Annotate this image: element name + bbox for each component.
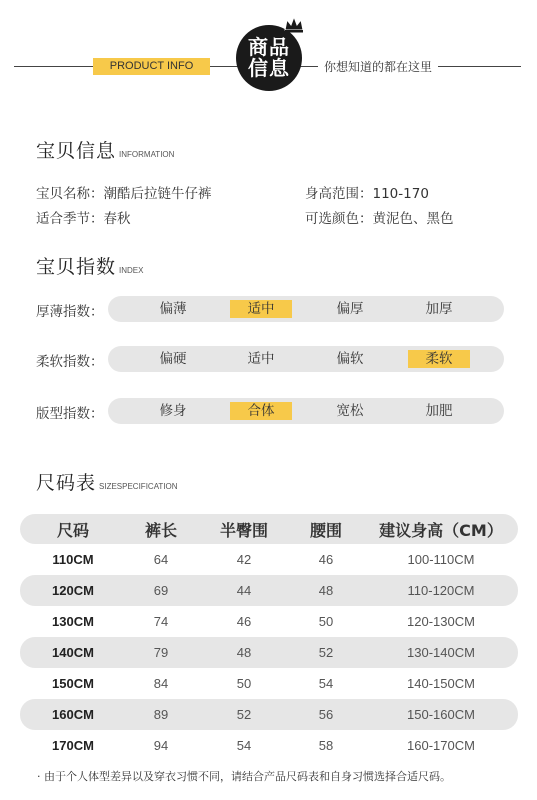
table-size-cell: 140CM [52, 645, 94, 660]
table-row [20, 544, 518, 575]
info-value: 黄泥色、黑色 [372, 211, 454, 227]
table-cell: 52 [236, 707, 252, 722]
table-size-cell: 110CM [52, 552, 94, 567]
section-title-info [36, 136, 174, 163]
table-cell: 160-170CM [407, 738, 475, 753]
badge-line-2: 信息 [248, 56, 290, 80]
table-cell: 100-110CM [407, 552, 475, 567]
table-cell: 52 [318, 645, 334, 660]
header-subtitle: 你想知道的都在这里 [318, 58, 438, 75]
table-cell: 48 [318, 583, 334, 598]
info-value: 春秋 [103, 211, 131, 227]
index-option-selected: 适中 [230, 300, 292, 318]
section-title-en: INDEX [119, 266, 144, 275]
info-label: 宝贝名称： [36, 186, 104, 202]
table-cell: 48 [236, 645, 252, 660]
table-cell: 64 [153, 552, 169, 567]
table-cell: 54 [318, 676, 334, 691]
index-option: 偏软 [336, 351, 364, 367]
table-row [20, 730, 518, 761]
index-option-selected: 合体 [230, 402, 292, 420]
table-cell: 50 [236, 676, 252, 691]
index-option: 加厚 [425, 301, 453, 317]
table-cell: 44 [236, 583, 252, 598]
info-height-range [305, 182, 429, 202]
index-option: 偏薄 [159, 301, 187, 317]
table-size-cell: 160CM [52, 707, 94, 722]
badge-line-1: 商品 [248, 35, 290, 59]
table-header-cell: 尺码 [56, 520, 90, 540]
index-option: 修身 [159, 403, 187, 419]
section-title-size [36, 468, 178, 495]
table-cell: 140-150CM [407, 676, 475, 691]
size-note: · 由于个人体型差异以及穿衣习惯不同，请结合产品尺码表和自身习惯选择合适尺码。 [37, 770, 451, 783]
table-cell: 150-160CM [407, 707, 475, 722]
table-row [20, 575, 518, 606]
info-label: 可选颜色： [305, 211, 373, 227]
section-title-cn: 宝贝指数 [36, 256, 117, 278]
index-label: 版型指数： [36, 406, 104, 422]
table-cell: 84 [153, 676, 169, 691]
info-value: 110-170 [372, 186, 429, 202]
section-title-en: INFORMATION [119, 150, 175, 159]
table-header-cell: 半臀围 [219, 520, 269, 540]
table-size-cell: 170CM [52, 738, 94, 753]
product-info-tag: PRODUCT INFO [93, 58, 210, 75]
index-label: 厚薄指数： [36, 304, 104, 320]
table-cell: 110-120CM [407, 583, 475, 598]
table-cell: 46 [318, 552, 334, 567]
index-option: 偏硬 [159, 351, 187, 367]
section-title-index [36, 252, 143, 279]
info-product-name [36, 182, 212, 202]
index-option-selected: 柔软 [408, 350, 470, 368]
info-value: 潮酷后拉链牛仔裤 [103, 186, 212, 202]
index-bar [108, 398, 504, 424]
index-option: 适中 [247, 351, 275, 367]
info-season [36, 207, 131, 227]
index-option: 偏厚 [336, 301, 364, 317]
crown-icon [283, 15, 305, 33]
table-size-cell: 150CM [52, 676, 94, 691]
table-cell: 130-140CM [407, 645, 475, 660]
index-label: 柔软指数： [36, 354, 104, 370]
info-label: 适合季节： [36, 211, 104, 227]
section-title-cn: 尺码表 [36, 472, 97, 494]
index-option: 加肥 [425, 403, 453, 419]
table-cell: 69 [153, 583, 169, 598]
table-size-cell: 130CM [52, 614, 94, 629]
table-header-cell: 腰围 [309, 520, 343, 540]
table-cell: 94 [153, 738, 169, 753]
index-bar [108, 346, 504, 372]
table-cell: 56 [318, 707, 334, 722]
table-header-cell: 裤长 [144, 520, 178, 540]
table-cell: 120-130CM [407, 614, 475, 629]
section-title-en: SIZESPECIFICATION [99, 482, 178, 491]
size-table [20, 514, 518, 761]
table-cell: 42 [236, 552, 252, 567]
table-cell: 58 [318, 738, 334, 753]
info-colors [305, 207, 454, 227]
info-label: 身高范围： [305, 186, 373, 202]
table-cell: 74 [153, 614, 169, 629]
table-cell: 50 [318, 614, 334, 629]
index-bar [108, 296, 504, 322]
table-cell: 89 [153, 707, 169, 722]
table-row [20, 637, 518, 668]
table-row [20, 699, 518, 730]
table-cell: 54 [236, 738, 252, 753]
table-header-row [20, 514, 518, 544]
table-row [20, 606, 518, 637]
table-row [20, 668, 518, 699]
index-option: 宽松 [336, 403, 364, 419]
table-cell: 46 [236, 614, 252, 629]
table-cell: 79 [153, 645, 169, 660]
table-size-cell: 120CM [52, 583, 94, 598]
table-header-cell: 建议身高（CM） [379, 520, 503, 540]
header-circle-badge [236, 25, 302, 91]
section-title-cn: 宝贝信息 [36, 140, 117, 162]
